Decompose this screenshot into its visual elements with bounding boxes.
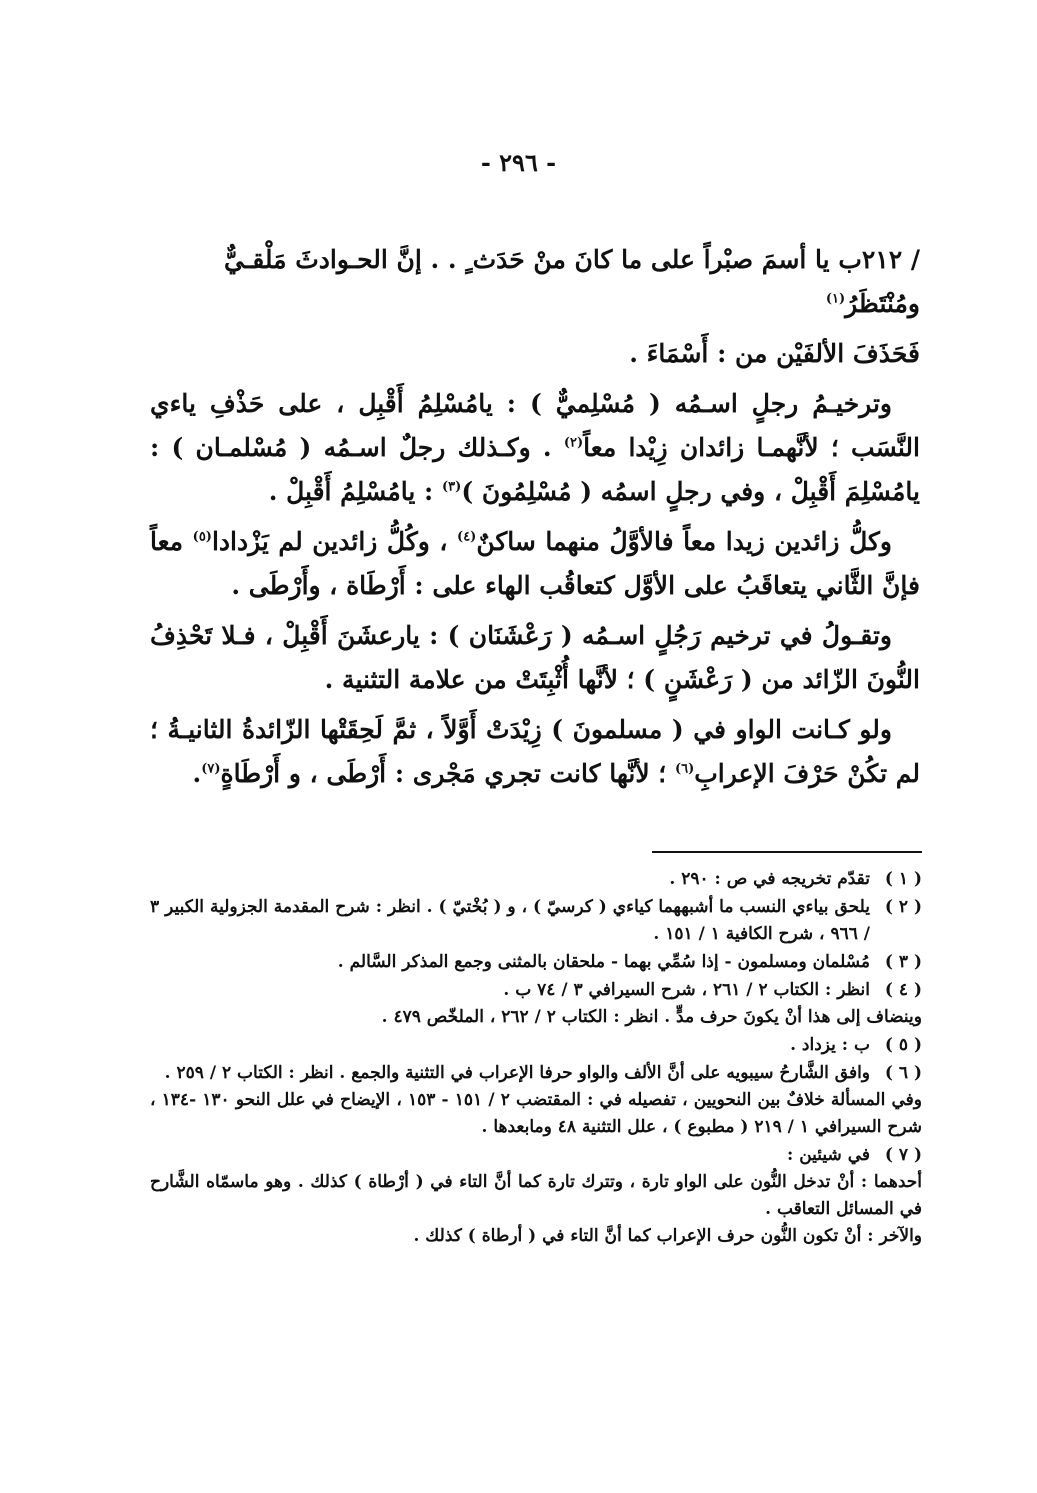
footnote-number: ( ٦ ) — [884, 1063, 922, 1083]
paragraph-3 — [150, 520, 920, 608]
footnote-ref-3[interactable]: (٣) — [442, 479, 462, 495]
footnotes-section — [150, 866, 922, 1251]
footnote-divider — [652, 851, 922, 853]
footnote-line: انظر : الكتاب ٢ / ٢٦١ ، شرح السيرافي ٣ / ٧٤ ب . — [503, 980, 870, 1000]
verse-text: / ٢١٢ب يا أسمَ صبْراً على ما كانَ منْ حَدَث ٍ . . إنَّ الحـوادثَ مَلْقـيٌّ ومُنْتَظَرُ — [224, 245, 920, 318]
footnote-number: ( ٤ ) — [884, 980, 922, 1000]
footnote-item — [150, 949, 922, 976]
footnote-number: ( ٧ ) — [884, 1145, 922, 1165]
footnote-line: مُسْلمان ومسلمون - إذا سُمِّي بهما - ملحقان بالمثنى وجمع المذكر السَّالم . — [337, 952, 870, 972]
paragraph-5 — [150, 708, 920, 796]
footnote-number: ( ٢ ) — [884, 897, 922, 917]
paragraph-1 — [150, 332, 920, 376]
footnote-item — [150, 1142, 922, 1250]
footnote-number: ( ٣ ) — [884, 952, 922, 972]
footnote-ref-2[interactable]: (٢) — [563, 435, 584, 451]
footnote-ref-6[interactable]: (٦) — [674, 761, 695, 777]
footnote-ref-1[interactable]: (١) — [825, 291, 846, 307]
poem-verse — [150, 238, 920, 326]
footnote-number: ( ١ ) — [884, 869, 922, 889]
paragraph-4 — [150, 614, 920, 702]
paragraph-1-text: فَحَذَفَ الألفَيْن من : أَسْمَاءَ . — [629, 339, 920, 368]
footnote-line: وفي المسألة خلافٌ بين النحويين ، تفصيله في : المقتضب ٢ / ١٥١ - ١٥٣ ، الإيضاح في علل النحو ١٣٠ -١٣٤ ، شرح السيرافي ١ / ٢١٩ ( مطبوع ) ، علل التثنية ٤٨ ومابعدها . — [150, 1090, 922, 1137]
footnote-body — [150, 894, 870, 948]
footnote-body — [150, 977, 922, 1031]
footnote-item — [150, 1032, 922, 1059]
paragraph-5-text-b: ؛ لأنَّها كانت تجري مَجْرى : أَرْطَى ، و أَرْطَاةٍ — [220, 759, 667, 788]
footnote-line: يلحق بياءي النسب ما أشبههما كياءي ( كرسيّ ) ، و ( بُخْتيّ ) . انظر : شرح المقدمة الجزولية الكبير ٣ / ٩٦٦ ، شرح الكافية ١ / ١٥١ . — [150, 897, 870, 944]
paragraph-2-text-a: وترخيـمُ رجلٍ اسـمُه ( مُسْلِميٌّ ) : يامُسْلِمُ أَقْبِل ، على حَذْفِ ياءي النَّسَب ؛ لأنَّهمـا زائدان زِيْدا معاً — [150, 389, 920, 462]
footnote-body — [150, 1060, 922, 1141]
footnote-item — [150, 894, 922, 948]
paragraph-5-text-a: ولو كـانت الواو في ( مسلمونَ ) زِيْدَتْ أَوَّلاً ، ثمَّ لَحِقَتْها الزّائدةُ الثانيـةُ ؛ لم تكُنْ حَرْفَ الإعرابِ — [150, 715, 920, 788]
paragraph-5-text-c: . — [192, 759, 202, 788]
footnote-line: تقدّم تخريجه في ص : ٢٩٠ . — [669, 869, 870, 889]
footnote-ref-7[interactable]: (٧) — [201, 761, 221, 777]
footnote-line: والآخر : أنْ تكون النُّون حرف الإعراب كما أنَّ التاء في ( أرطاة ) كذلك . — [413, 1226, 922, 1246]
footnote-line: أحدهما : أنْ تدخل النُّون على الواو تارة ، وتترك تارة كما أنَّ التاء في ( أرْطاة ) كذلك . وهو ماسمّاه الشَّارح في المسائل التعاقب . — [150, 1172, 922, 1219]
paragraph-2-text-c: : يامُسْلِمُ أَقْبِلْ . — [268, 477, 434, 506]
footnote-item — [150, 977, 922, 1031]
paragraph-2 — [150, 382, 920, 514]
paragraph-4-text: وتقـولُ في ترخيم رَجُلٍ اسـمُه ( رَعْشَنَان ) : يارعشَنَ أَقْبِلْ ، فـلا تَحْذِفُ النُّونَ الزّائد من ( رَعْشَنٍ ) ؛ لأنَّها أُثْبِتَتْ من علامة التثنية . — [150, 621, 920, 694]
paragraph-2-text-b: . وكـذلك رجلٌ اسـمُه ( مُسْلمـان ) : يامُسْلِمَ أَقْبِلْ ، وفي رجلٍ اسمُه ( مُسْلِمُونَ ) — [150, 433, 920, 506]
paragraph-3-text-c: معاً فإنَّ الثَّاني يتعاقَبُ على الأوَّل كتعاقُب الهاء على : أَرْطَاة ، وأَرْطَى . — [150, 527, 920, 600]
footnote-ref-5[interactable]: (٥) — [192, 529, 212, 545]
page-number: - ٢٩٦ - — [480, 148, 557, 177]
footnote-item — [150, 1060, 922, 1141]
footnote-item — [150, 866, 922, 893]
paragraph-3-text-a: وكلُّ زائدين زيدا معاً فالأوَّلُ منهما ساكنٌ — [476, 527, 892, 556]
footnote-body — [150, 1032, 870, 1059]
footnote-number: ( ٥ ) — [884, 1035, 922, 1055]
footnote-line: وينضاف إلى هذا أنْ يكونَ حرف مدٍّ . انظر : الكتاب ٢ / ٢٦٢ ، الملخّص ٤٧٩ . — [381, 1007, 922, 1027]
footnote-body — [150, 866, 870, 893]
main-text — [150, 238, 920, 802]
footnote-ref-4[interactable]: (٤) — [457, 529, 477, 545]
footnote-line: وافق الشَّارحُ سيبويه على أنَّ الألف والواو حرفا الإعراب في التثنية والجمع . انظر : الكتاب ٢ / ٢٥٩ . — [164, 1063, 870, 1083]
footnote-body — [150, 1142, 922, 1250]
footnote-body — [150, 949, 870, 976]
paragraph-3-text-b: ، وكُلُّ زائدين لم يَزْدادا — [211, 527, 448, 556]
footnote-line: ب : يزداد . — [790, 1035, 870, 1055]
footnote-line: في شيئين : — [787, 1145, 870, 1165]
